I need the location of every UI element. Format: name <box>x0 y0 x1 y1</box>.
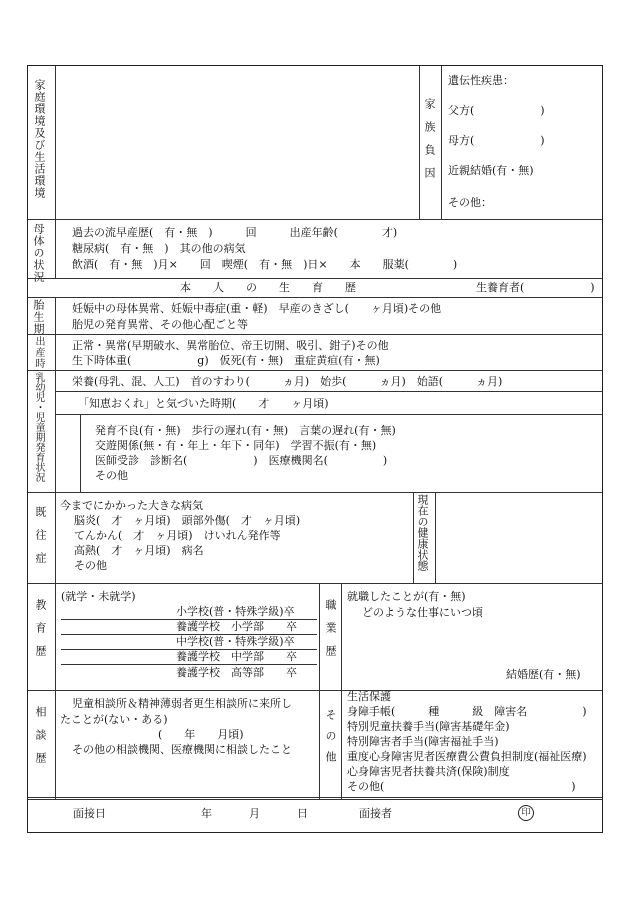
other-item[interactable]: 身障手帳( 種 級 障害名 ) <box>347 705 587 718</box>
divider <box>441 66 442 219</box>
education-row[interactable]: 小学校(普・特殊学級)卒 <box>176 605 295 618</box>
past-line-5[interactable]: その他 <box>74 559 107 572</box>
past-line-3[interactable]: てんかん( 才 ヶ月頃) けいれん発作等 <box>74 529 281 542</box>
father-side-field[interactable]: 父方( ) <box>448 104 545 117</box>
divider <box>28 297 602 298</box>
interview-date-label: 面接日 <box>73 807 106 820</box>
divider <box>319 690 320 799</box>
fetal-line-1[interactable]: 妊娠中の母体異常、妊娠中毒症(重・軽) 早産のきざし( ヶ月頃)その他 <box>72 302 442 315</box>
seal-icon: 印 <box>518 805 534 821</box>
education-row[interactable]: 養護学校 小学部 卒 <box>176 620 297 633</box>
consult-line-4[interactable]: その他の相談機関、医療機関に相談したこと <box>72 743 292 756</box>
past-line-2[interactable]: 脳炎( 才 ヶ月頃) 頭部外傷( 才 ヶ月頃) <box>74 514 301 527</box>
past-illness-label: 既往症 <box>34 506 47 575</box>
other-item[interactable]: 生活保護 <box>347 690 391 703</box>
caregiver-field[interactable]: 生養育者( ) <box>476 281 595 294</box>
other-item[interactable]: 特別児童扶養手当(障害基礎年金) <box>347 720 510 733</box>
divider <box>55 334 56 370</box>
job-line-1[interactable]: 就職したことが(有・無) <box>347 590 466 603</box>
interviewer-label[interactable]: 面接者 <box>359 807 392 820</box>
infancy-line-4[interactable]: 交遊関係(無・有・年上・年下・同年) 学習不振(有・無) <box>95 439 377 452</box>
divider <box>55 219 56 278</box>
current-health-label: 現在の健康状態 <box>416 494 429 571</box>
divider <box>55 583 56 690</box>
growth-history-title: 本 人 の 生 育 歴 <box>180 281 356 294</box>
divider <box>28 278 602 279</box>
infancy-line-3[interactable]: 発育不良(有・無) 歩行の遅れ(有・無) 言葉の遅れ(有・無) <box>95 424 396 437</box>
infancy-line-6[interactable]: その他 <box>95 469 128 482</box>
education-row[interactable]: 養護学校 中学部 卒 <box>176 650 297 663</box>
education-label: 教育歴 <box>34 599 47 668</box>
other-item[interactable]: 重度心身障害児者医療費公費負担制度(福祉医療) <box>347 750 587 763</box>
divider <box>61 664 317 665</box>
divider <box>55 492 56 583</box>
hereditary-disease-label: 遺伝性疾患： <box>448 74 514 87</box>
month-label[interactable]: 月 <box>249 807 260 820</box>
divider <box>419 66 420 219</box>
family-environment-label: 家庭環境及び生活環境 <box>33 79 46 199</box>
mother-side-field[interactable]: 母方( ) <box>448 134 545 147</box>
maternal-line-2[interactable]: 糖尿病( 有・無 ) 其の他の病気 <box>72 242 246 255</box>
other-item[interactable]: その他( ) <box>347 780 576 793</box>
divider <box>319 583 320 690</box>
fetal-line-2[interactable]: 胎児の発育異常、その他心配ごと等 <box>72 318 248 331</box>
divider <box>28 370 602 371</box>
birth-time-label: 出産時 <box>33 336 44 369</box>
consult-line-1[interactable]: 児童相談所＆精神薄弱者更生相談所に来所し <box>72 697 292 710</box>
divider <box>55 414 602 415</box>
family-environment-field[interactable] <box>56 66 419 219</box>
other-label: その他 <box>324 709 337 772</box>
divider <box>55 297 56 334</box>
family-factor-label: 家族負因 <box>423 98 436 190</box>
birth-line-2[interactable]: 生下時体重( g) 仮死(有・無) 重症黄疸(有・無) <box>72 354 380 367</box>
other-item[interactable]: 心身障害児者扶養共済(保険)制度 <box>347 765 510 778</box>
divider <box>80 414 81 492</box>
day-label[interactable]: 日 <box>297 807 308 820</box>
infancy-line-2[interactable]: 「知恵おくれ」と気づいた時期( 才 ヶ月頃) <box>78 397 329 410</box>
education-row[interactable]: 中学校(普・特殊学級)卒 <box>176 635 295 648</box>
divider <box>341 583 342 690</box>
job-line-2[interactable]: どのような仕事にいつ頃 <box>362 606 483 619</box>
infancy-line-1[interactable]: 栄養(母乳、混、人工) 首のすわり( ヵ月) 始歩( ヵ月) 始語( ヵ月) <box>72 375 503 388</box>
other-item[interactable]: 特別障害者手当(障害福祉手当) <box>347 735 499 748</box>
maternal-line-1[interactable]: 過去の流早産歴( 有・無 ) 回 出産年齢( 才) <box>72 226 398 239</box>
year-label[interactable]: 年 <box>201 807 212 820</box>
maternal-condition-label: 母体の状況 <box>32 223 45 283</box>
schooling-status-field[interactable]: (就学・未就学) <box>61 590 136 603</box>
divider <box>28 219 602 220</box>
marriage-history-field[interactable]: 結婚歴(有・無) <box>506 668 581 681</box>
consult-line-2[interactable]: たことが(ない・ある) <box>60 713 168 726</box>
divider <box>55 370 56 492</box>
fetal-period-label: 胎生期 <box>32 299 45 335</box>
family-other-field[interactable]: その他： <box>448 196 492 209</box>
divider <box>55 690 56 799</box>
divider <box>413 492 414 583</box>
divider <box>341 690 342 799</box>
past-line-1: 今までにかかった大きな病気 <box>60 499 203 512</box>
divider <box>28 690 602 691</box>
current-health-field[interactable] <box>436 492 602 583</box>
divider <box>55 391 602 392</box>
consultation-label: 相談歴 <box>34 706 47 775</box>
maternal-line-3[interactable]: 飲酒( 有・無 )月× 回 喫煙( 有・無 )日× 本 服薬( ) <box>72 258 458 271</box>
infancy-line-5[interactable]: 医師受診 診断名( ) 医療機関名( ) <box>95 454 388 467</box>
divider <box>28 797 602 800</box>
education-row[interactable]: 養護学校 高等部 卒 <box>176 666 297 679</box>
intake-form <box>27 65 603 833</box>
birth-line-1[interactable]: 正常・異常(早期破水、異常胎位、帝王切開、吸引、鉗子)その他 <box>72 339 389 352</box>
divider <box>28 334 602 335</box>
past-line-4[interactable]: 高熱( 才 ヶ月頃) 病名 <box>74 544 204 557</box>
consult-line-3[interactable]: ( 年 月頃) <box>158 728 244 741</box>
divider <box>28 583 602 584</box>
seal-mark <box>518 805 534 821</box>
consanguinity-field[interactable]: 近親結婚(有・無) <box>448 164 534 177</box>
infancy-development-label: 乳幼児・児童期発育状況 <box>33 372 44 482</box>
job-history-label: 職業歴 <box>324 599 337 668</box>
